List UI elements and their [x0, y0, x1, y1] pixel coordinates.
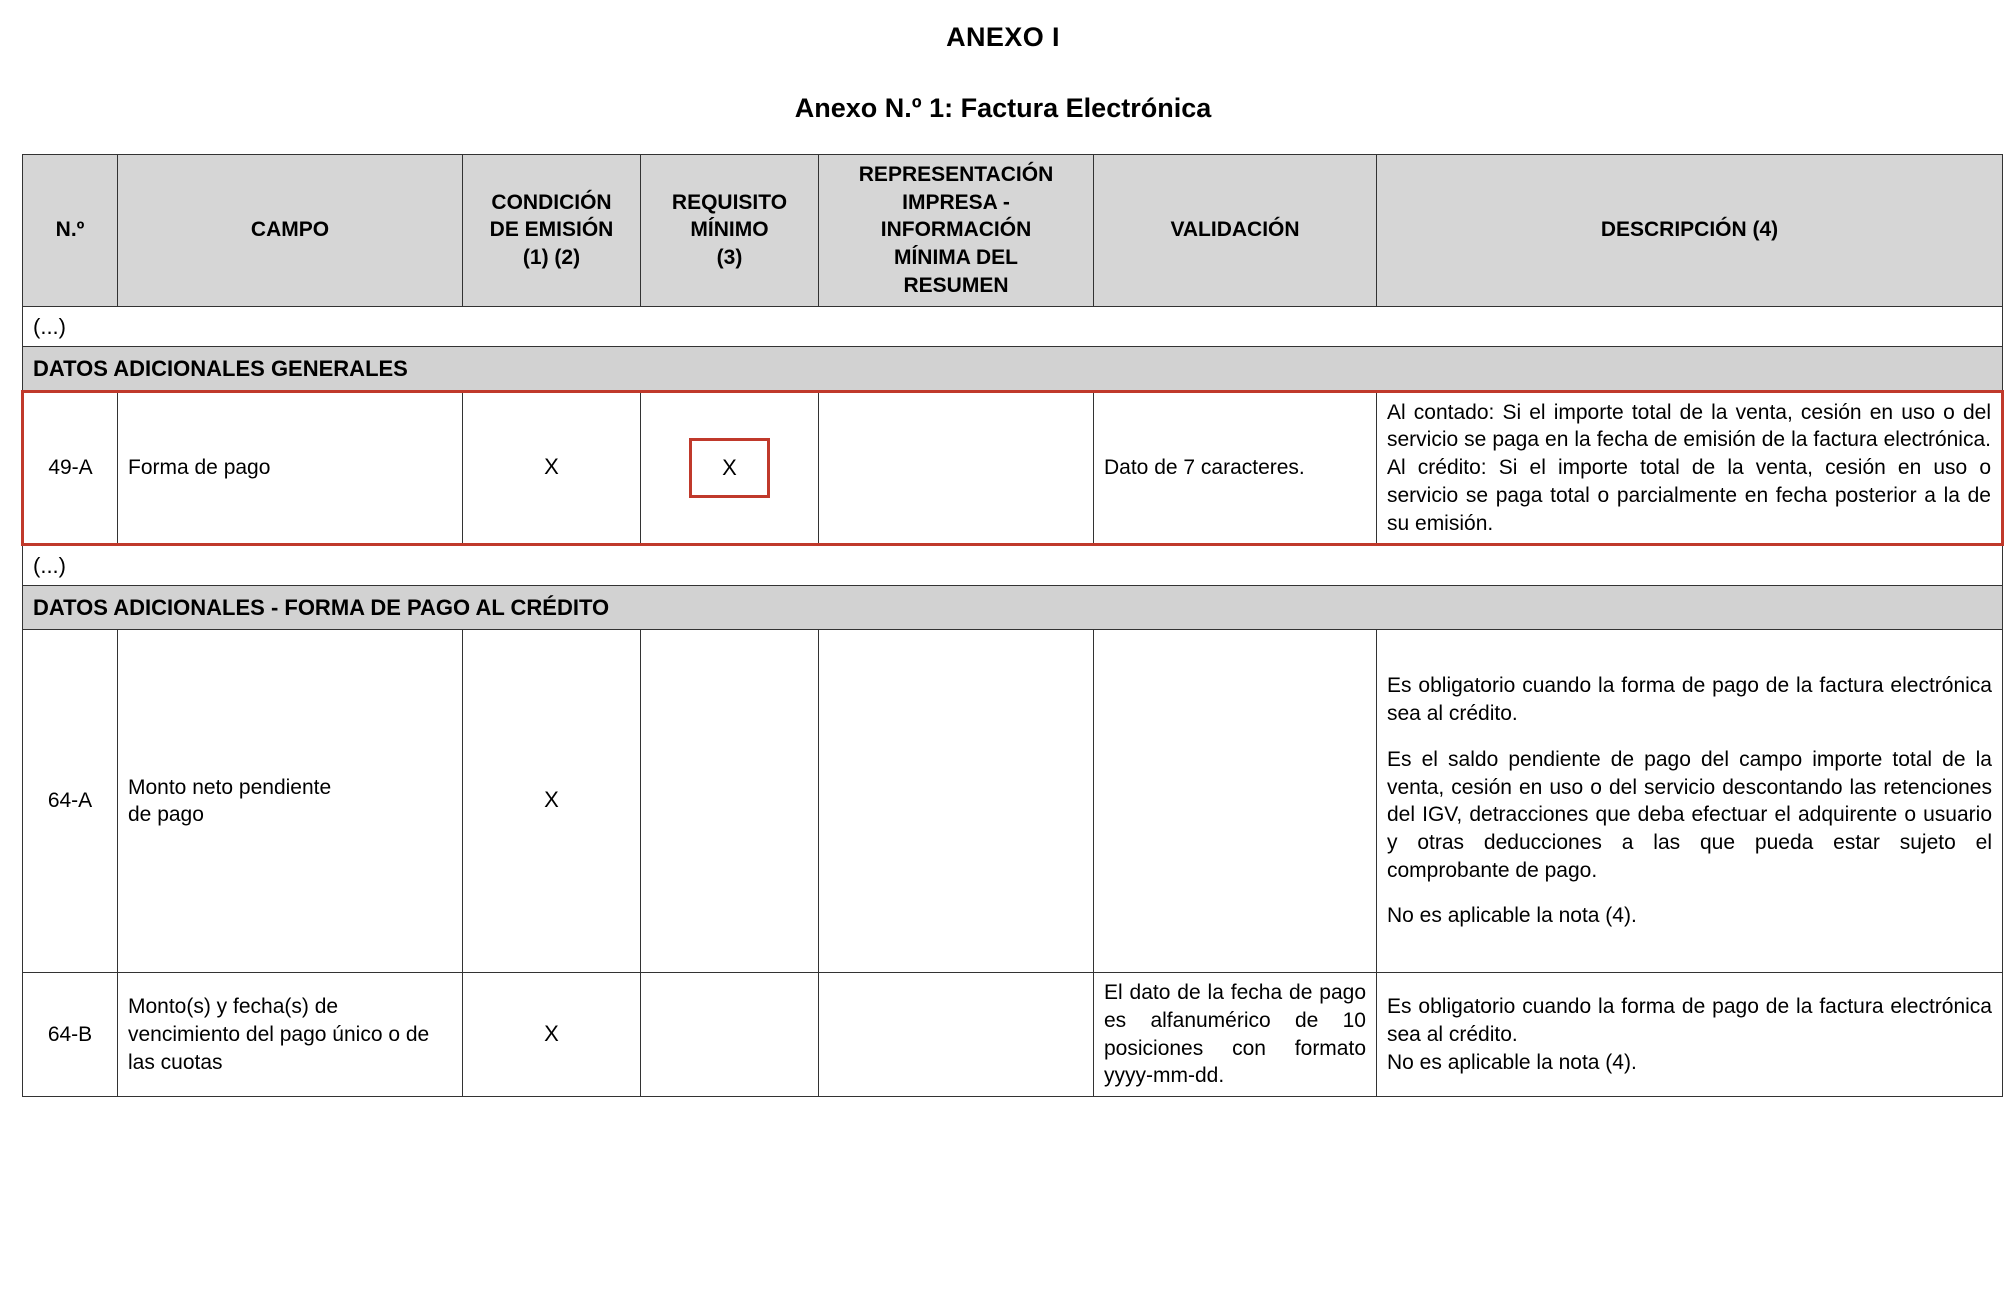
column-header-condicion-line1: CONDICIÓN: [491, 190, 612, 214]
row-64a-campo: [118, 630, 463, 973]
row-64b-requisito: [641, 973, 819, 1097]
column-header-requisito-line3: (3): [716, 246, 743, 270]
column-header-representacion-line4: MÍNIMA DEL: [893, 246, 1019, 270]
table-section-forma-de-pago-al-credito: [23, 586, 2003, 630]
ellipsis-text: (...): [23, 306, 2003, 346]
column-header-campo: CAMPO: [118, 155, 463, 307]
row-64b-representacion: [819, 973, 1094, 1097]
row-64b-numero: 64-B: [23, 973, 118, 1097]
column-header-representacion: [819, 155, 1094, 307]
page-title: ANEXO I: [946, 22, 1060, 52]
column-header-representacion-line5: RESUMEN: [903, 273, 1009, 297]
column-header-representacion-line3: INFORMACIÓN: [880, 218, 1032, 242]
table-row-ellipsis: [23, 306, 2003, 346]
column-header-condicion: [463, 155, 641, 307]
column-header-requisito-line2: MÍNIMO: [690, 218, 769, 242]
page-subtitle: Anexo N.º 1: Factura Electrónica: [794, 93, 1212, 123]
row-64b-validacion: El dato de la fecha de pago es alfanumérico de 10 posiciones con formato yyyy-mm-dd.: [1094, 973, 1377, 1097]
row-49a-requisito: [641, 391, 819, 545]
column-header-requisito: [641, 155, 819, 307]
column-header-representacion-line2: IMPRESA -: [902, 190, 1010, 214]
anexo-table: [21, 154, 2004, 1097]
row-64a-condicion: [463, 630, 641, 973]
row-64b-campo: Monto(s) y fecha(s) de vencimiento del pago único o de las cuotas: [118, 973, 463, 1097]
row-49a-validacion: Dato de 7 caracteres.: [1094, 391, 1377, 545]
row-49a-requisito-mark-highlighted: X: [689, 438, 770, 498]
row-49a-representacion: [819, 391, 1094, 545]
row-64a-campo-line2: de pago: [128, 803, 204, 827]
table-body: [23, 306, 2003, 1097]
table-row-49a: [23, 391, 2003, 545]
row-64b-descripcion: [1377, 973, 2003, 1097]
row-49a-campo: Forma de pago: [118, 391, 463, 545]
row-49a-numero: 49-A: [23, 391, 118, 545]
row-64b-descripcion-p2: No es aplicable la nota (4).: [1387, 1050, 1637, 1074]
row-49a-descripcion: Al contado: Si el importe total de la venta, cesión en uso o del servicio se paga en la fecha de emisión de la factura electrónica. Al crédito: Si el importe total de la venta, cesión en uso o servicio se paga total o parcialmente en fecha posterior a la de su emisión.: [1377, 391, 2003, 545]
column-header-numero: N.º: [23, 155, 118, 307]
column-header-validacion: VALIDACIÓN: [1094, 155, 1377, 307]
table-header: [23, 155, 2003, 307]
column-header-descripcion: DESCRIPCIÓN (4): [1377, 155, 2003, 307]
row-64b-condicion-mark: X: [544, 1020, 559, 1046]
table-row-64a: [23, 630, 2003, 973]
row-64b-descripcion-p1: Es obligatorio cuando la forma de pago de la factura electrónica sea al crédito.: [1387, 995, 1992, 1046]
row-49a-condicion-mark: X: [544, 454, 559, 480]
section-title: DATOS ADICIONALES GENERALES: [23, 346, 2003, 391]
ellipsis-text-2: (...): [23, 545, 2003, 586]
column-header-condicion-line2: DE EMISIÓN: [489, 218, 614, 242]
column-header-condicion-line3: (1) (2): [522, 246, 581, 270]
row-64a-validacion: [1094, 630, 1377, 973]
row-64b-condicion: [463, 973, 641, 1097]
row-64a-condicion-mark: X: [544, 787, 559, 813]
row-64a-descripcion: [1377, 630, 2003, 973]
row-49a-condicion: [463, 391, 641, 545]
row-64a-descripcion-p3: No es aplicable la nota (4).: [1387, 904, 1637, 928]
row-64a-descripcion-p1: Es obligatorio cuando la forma de pago de la factura electrónica sea al crédito.: [1387, 674, 1992, 726]
row-64a-numero: 64-A: [23, 630, 118, 973]
table-row-64b: [23, 973, 2003, 1097]
table-section-datos-adicionales-generales: [23, 346, 2003, 391]
row-64a-representacion: [819, 630, 1094, 973]
table-row-ellipsis-2: [23, 545, 2003, 586]
section-title-2: DATOS ADICIONALES - FORMA DE PAGO AL CRÉDITO: [23, 586, 2003, 630]
column-header-requisito-line1: REQUISITO: [671, 190, 788, 214]
row-64a-campo-line1: Monto neto pendiente: [128, 775, 332, 799]
row-64a-requisito: [641, 630, 819, 973]
header-row: [23, 155, 2003, 307]
column-header-representacion-line1: REPRESENTACIÓN: [858, 163, 1054, 186]
row-64a-descripcion-p2: Es el saldo pendiente de pago del campo importe total de la venta, cesión en uso o del servicio descontando las retenciones del IGV, detracciones que deba efectuar el adquirente o usuario y otras deducciones a las que pueda estar sujeto el comprobante de pago.: [1387, 747, 1992, 882]
